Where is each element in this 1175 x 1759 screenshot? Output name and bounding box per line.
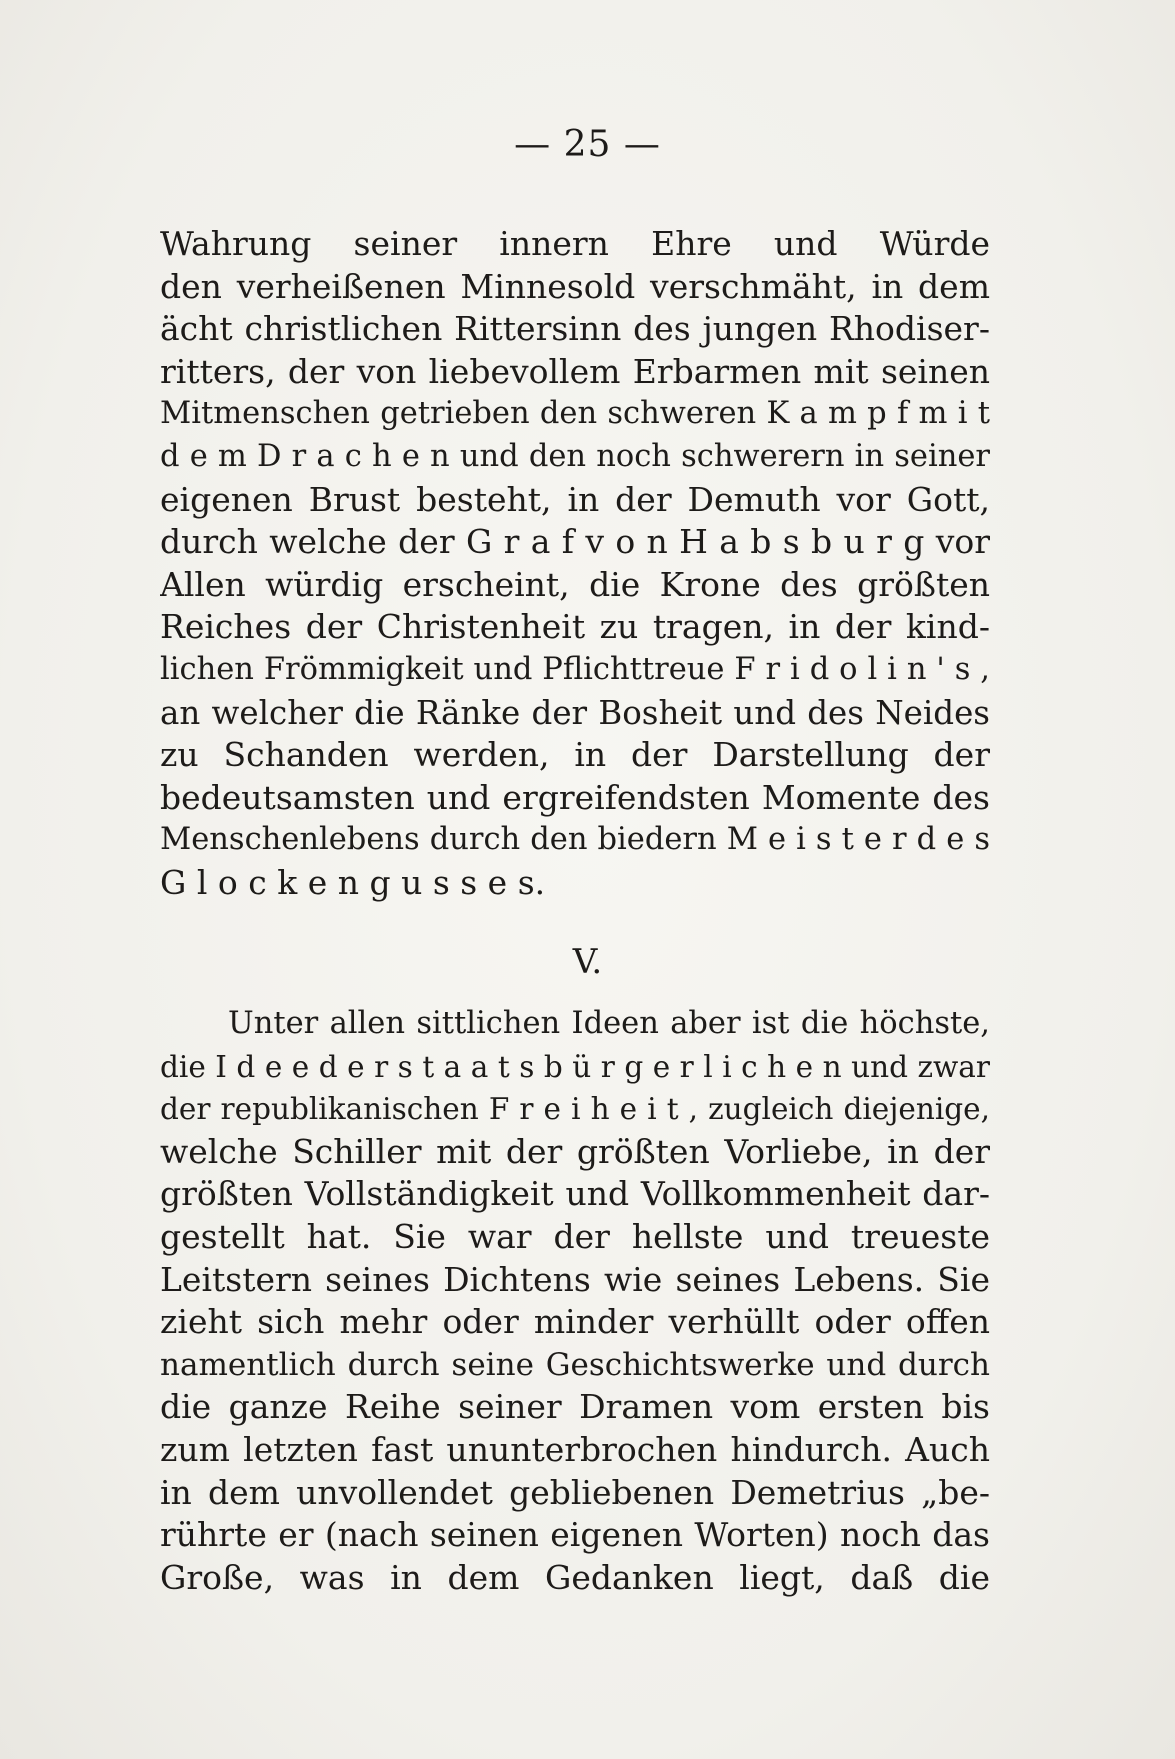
text-line: die ganze Reihe seiner Dramen vom ersten bis (160, 1387, 990, 1427)
text-line: eigenen Brust besteht, in der Demuth vor Gott, (160, 479, 990, 519)
text-line: ächt christlichen Rittersinn des jungen Rhodiser- (160, 309, 990, 349)
text-line: Reiches der Christenheit zu tragen, in der kind- (160, 607, 990, 647)
text-line: ritters, der von liebevollem Erbarmen mit seinen (160, 351, 990, 391)
text-line: durch welche der G r a f v o n H a b s b u r g vor (160, 522, 990, 562)
text-line: G l o c k e n g u s s e s. (160, 862, 546, 902)
text-line: bedeutsamsten und ergreifendsten Momente des (160, 777, 990, 817)
paragraph-section-v (160, 1003, 990, 1599)
text-line: Menschenlebens durch den biedern M e i s t e r d e s (160, 822, 990, 858)
text-line: zum letzten fast ununterbrochen hindurch. Auch (160, 1429, 990, 1469)
text-line: Große, was in dem Gedanken liegt, daß die (160, 1557, 990, 1597)
text-line: die I d e e d e r s t a a t s b ü r g e r l i c h e n und zwar (160, 1049, 990, 1084)
text-line: welche Schiller mit der größten Vorliebe, in der (160, 1131, 990, 1171)
text-line: der republikanischen F r e i h e i t , zugleich diejenige, (160, 1092, 990, 1127)
text-line: Allen würdig erscheint, die Krone des größten (160, 564, 990, 604)
text-line: Leitstern seines Dichtens wie seines Lebens. Sie (160, 1259, 990, 1299)
text-line: lichen Frömmigkeit und Pflichttreue F r i d o l i n ' s , (160, 651, 990, 687)
text-line: gestellt hat. Sie war der hellste und treueste (160, 1216, 990, 1256)
section-heading: V. (572, 942, 603, 982)
text-line: größten Vollständigkeit und Vollkommenheit dar- (160, 1174, 990, 1214)
page-number: — 25 — (514, 124, 661, 165)
text-line: d e m D r a c h e n und den noch schwerern in seiner (160, 438, 990, 474)
text-line: den verheißenen Minnesold verschmäht, in dem (160, 266, 990, 306)
paragraph-continued (160, 223, 990, 905)
text-line: in dem unvollendet gebliebenen Demetrius „be- (160, 1472, 990, 1512)
text-line: Unter allen sittlichen Ideen aber ist die höchste, (228, 1006, 990, 1041)
text-line: rührte er (nach seinen eigenen Worten) noch das (160, 1515, 990, 1555)
text-line: namentlich durch seine Geschichtswerke und durch (160, 1346, 990, 1383)
text-line: Mitmenschen getrieben den schweren K a m p f m i t (160, 396, 990, 432)
text-line: Wahrung seiner innern Ehre und Würde (160, 224, 990, 263)
text-line: an welcher die Ränke der Bosheit und des Neides (160, 693, 990, 732)
text-line: zu Schanden werden, in der Darstellung der (160, 735, 990, 775)
text-line: zieht sich mehr oder minder verhüllt oder offen (160, 1302, 990, 1342)
